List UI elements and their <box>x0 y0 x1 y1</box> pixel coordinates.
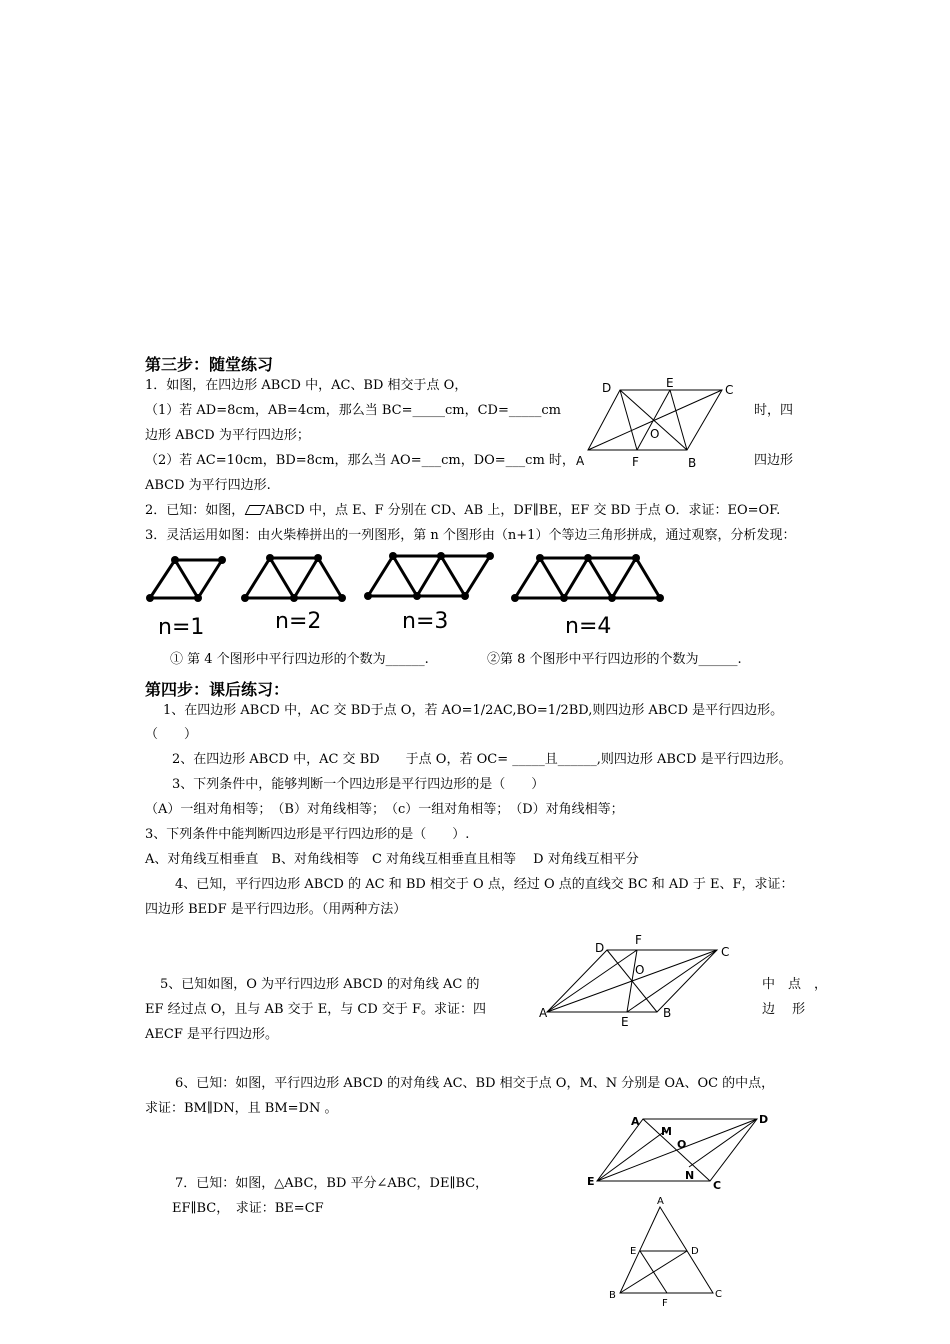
fig6-label-c: C <box>713 1179 722 1192</box>
fig1-label-f: F <box>632 455 639 469</box>
fig5-label-c: C <box>721 945 730 959</box>
p6b: 求证：BM∥DN，且 BM=DN 。 <box>145 1101 338 1116</box>
p3-options: （A）一组对角相等； （B）对角线相等； （c）一组对角相等； （D）对角线相等； <box>145 802 624 817</box>
p3: 3、下列条件中，能够判断一个四边形是平行四边形的是（ ） <box>172 777 545 792</box>
p5b: EF 经过点 O，且与 AB 交于 E，与 CD 交于 F。求证：四 <box>145 1002 487 1017</box>
figure-q6-parallelogram <box>585 1107 775 1197</box>
fig5-label-f: F <box>635 933 642 947</box>
q1-line2a: （1）若 AD=8cm，AB=4cm，那么当 BC=_____cm，CD=_____cm <box>145 403 561 418</box>
fig7-label-b: B <box>609 1290 616 1301</box>
p2: 2、在四边形 ABCD 中，AC 交 BD 于点 O，若 OC= _____且______,则四边形 ABCD 是平行四边形。 <box>172 752 792 767</box>
q2-line <box>145 502 780 520</box>
fig5-label-b: B <box>663 1006 672 1020</box>
q3-ask1: ① 第 4 个图形中平行四边形的个数为______. <box>170 652 429 667</box>
p4a: 4、已知，平行四边形 ABCD 的 AC 和 BD 相交于 O 点，经过 O 点的直线交 BC 和 AD 于 E、F，求证： <box>175 877 794 892</box>
p4b: 四边形 BEDF 是平行四边形。（用两种方法） <box>145 902 407 917</box>
p7a: 7．已知：如图，△ABC，BD 平分∠ABC，DE∥BC， <box>175 1176 489 1191</box>
matchstick-label-n1: n=1 <box>158 615 205 640</box>
fig7-label-e: E <box>630 1246 637 1257</box>
q1-line5: ABCD 为平行四边形. <box>145 478 271 493</box>
fig1-label-b: B <box>688 456 697 470</box>
fig7-label-d: D <box>691 1246 699 1257</box>
fig5-label-a: A <box>539 1006 548 1020</box>
fig6-label-e: E <box>587 1175 595 1188</box>
p7b: EF∥BC， 求证：BE=CF <box>172 1201 324 1216</box>
q3-line1: 3．灵活运用如图：由火柴棒拼出的一列图形，第 n 个图形由（n+1）个等边三角形拼成，通过观察，分析发现： <box>145 528 796 543</box>
q1-line2b: 时，四 <box>754 403 794 418</box>
fig1-label-o: O <box>650 427 660 441</box>
p1b: （ ） <box>145 727 198 742</box>
q1-line4b: 四边形 <box>754 453 794 468</box>
fig5-label-e: E <box>621 1015 629 1029</box>
step3-heading: 第三步：随堂练习 <box>145 355 274 374</box>
p5c: AECF 是平行四边形。 <box>145 1027 278 1042</box>
figure-q7-triangle <box>605 1195 730 1310</box>
p5a2: 中 点 ， <box>762 977 828 992</box>
fig1-label-c: C <box>725 383 734 397</box>
fig7-label-c: C <box>715 1289 722 1300</box>
figure-q5-parallelogram <box>535 932 745 1027</box>
fig6-label-a: A <box>631 1115 640 1128</box>
fig6-label-n: N <box>685 1169 695 1182</box>
p3b-options: A、对角线互相垂直 B、对角线相等 C 对角线互相垂直且相等 D 对角线互相平分 <box>145 852 639 867</box>
fig5-label-o: O <box>635 963 645 977</box>
p3b: 3、下列条件中能判断四边形是平行四边形的是（ ）. <box>145 827 470 842</box>
q2-pre: 2．已知：如图， <box>145 503 245 518</box>
q1-line3: 边形 ABCD 为平行四边形； <box>145 428 310 443</box>
q2-post: ABCD 中，点 E、F 分别在 CD、AB 上，DF∥BE，EF 交 BD 于点 O．求证：EO=OF. <box>265 503 781 518</box>
p1a: 1、在四边形 ABCD 中，AC 交 BD于点 O，若 AO=1/2AC,BO=1/2BD,则四边形 ABCD 是平行四边形。 <box>163 703 784 718</box>
fig6-label-o: O <box>677 1138 687 1151</box>
fig7-label-a: A <box>657 1196 664 1207</box>
fig1-label-e: E <box>666 376 674 390</box>
fig5-label-d: D <box>595 941 605 955</box>
q1-line4a: （2）若 AC=10cm，BD=8cm，那么当 AO=___cm，DO=___cm 时， <box>145 453 575 468</box>
p5a: 5、已知如图，O 为平行四边形 ABCD 的对角线 AC 的 <box>160 977 480 992</box>
fig1-label-a: A <box>576 454 585 468</box>
matchstick-label-n3: n=3 <box>402 609 449 634</box>
p6a: 6、已知：如图，平行四边形 ABCD 的对角线 AC、BD 相交于点 O，M、N 分别是 OA、OC 的中点， <box>175 1076 775 1091</box>
q3-ask2: ②第 8 个图形中平行四边形的个数为______. <box>487 652 742 667</box>
figure-q1-parallelogram <box>570 372 745 472</box>
q1-line1: 1．如图，在四边形 ABCD 中，AC、BD 相交于点 O， <box>145 378 468 393</box>
parallelogram-symbol-icon <box>245 505 266 515</box>
fig1-label-d: D <box>602 381 612 395</box>
matchstick-figures <box>140 548 680 640</box>
fig6-label-m: M <box>661 1125 672 1138</box>
p5b2: 边 形 <box>762 1002 806 1017</box>
fig6-label-d: D <box>759 1113 769 1126</box>
matchstick-label-n4: n=4 <box>565 614 612 639</box>
matchstick-label-n2: n=2 <box>275 609 322 634</box>
step4-heading: 第四步：课后练习： <box>145 680 290 699</box>
fig7-label-f: F <box>662 1298 668 1309</box>
